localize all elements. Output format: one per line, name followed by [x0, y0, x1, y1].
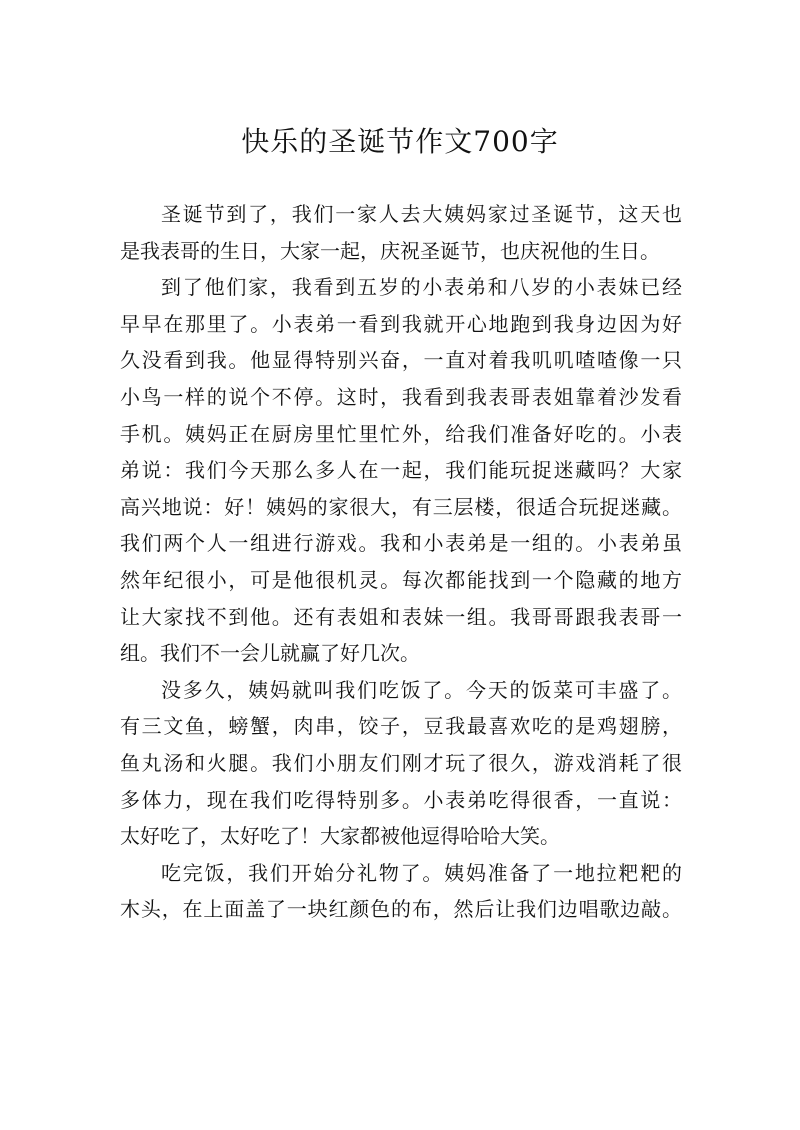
text-line: 让大家找不到他。还有表姐和表妹一组。我哥哥跟我表哥一: [120, 604, 682, 629]
text-line: 到了他们家，我看到五岁的小表弟和八岁的小表妹已经: [161, 275, 682, 300]
text-line: 然年纪很小，可是他很机灵。每次都能找到一个隐藏的地方: [120, 567, 682, 592]
essay-body: [120, 196, 682, 928]
text-line: 没多久，姨妈就叫我们吃饭了。今天的饭菜可丰盛了。: [161, 677, 682, 702]
text-line: 早早在那里了。小表弟一看到我就开心地跑到我身边因为好: [120, 311, 682, 336]
essay-title: 快乐的圣诞节作文700字: [241, 125, 559, 158]
text-line: 是我表哥的生日，大家一起，庆祝圣诞节，也庆祝他的生日。: [120, 238, 660, 263]
text-line: 有三文鱼，螃蟹，肉串，饺子，豆我最喜欢吃的是鸡翅膀，: [120, 714, 682, 739]
text-line: 太好吃了，太好吃了！大家都被他逗得哈哈大笑。: [120, 824, 560, 849]
text-line: 木头，在上面盖了一块红颜色的布，然后让我们边唱歌边敲。: [120, 897, 682, 922]
text-line: 手机。姨妈正在厨房里忙里忙外，给我们准备好吃的。小表: [120, 421, 682, 446]
text-line: 久没看到我。他显得特别兴奋，一直对着我叽叽喳喳像一只: [120, 348, 682, 373]
text-line: 圣诞节到了，我们一家人去大姨妈家过圣诞节，这天也: [161, 202, 682, 226]
text-line: 鱼丸汤和火腿。我们小朋友们刚才玩了很久，游戏消耗了很: [120, 750, 682, 775]
text-line: 多体力，现在我们吃得特别多。小表弟吃得很香，一直说：: [120, 787, 682, 812]
text-line: 吃完饭，我们开始分礼物了。姨妈准备了一地拉粑粑的: [161, 860, 682, 885]
text-line: 小鸟一样的说个不停。这时，我看到我表哥表姐靠着沙发看: [120, 384, 682, 409]
text-line: 弟说：我们今天那么多人在一起，我们能玩捉迷藏吗？大家: [120, 458, 682, 483]
text-line: 我们两个人一组进行游戏。我和小表弟是一组的。小表弟虽: [120, 531, 682, 556]
text-line: 组。我们不一会儿就赢了好几次。: [120, 641, 420, 666]
text-line: 高兴地说：好！姨妈的家很大，有三层楼，很适合玩捉迷藏。: [120, 494, 682, 519]
